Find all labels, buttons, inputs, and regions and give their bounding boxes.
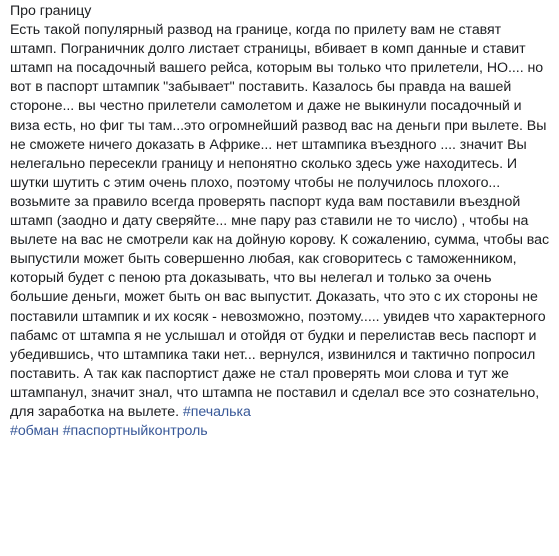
post-body-text: Есть такой популярный развод на границе, когда по прилету вам не ставят штамп. Пограничник долго листает страницы, вбивает в комп данные и ставит штамп на посадочный вашего рейса, которым вы только что прилетели, НО.... но вот в паспорт штампик "забывает" поставить. Казалось бы правда на вашей стороне... вы честно прилетели самолетом и даже не выкинули посадочный и виза есть, но фиг ты там...это огромнейший развод вас на деньги при вылете. Вы не сможете ничего доказать в Африке... нет штампика въездного .... значит Вы нелегально пересекли границу и непонятно сколько здесь уже находитесь. И шутки шутить с этим очень плохо, поэтому чтобы не получилось плохого... возьмите за правило всегда проверять паспорт куда вам поставили въездной штамп (заодно и дату сверяйте... мне пару раз ставили не то число) , чтобы на вылете на вас не смотрели как на дойную корову. К сожалению, сумма, чтобы вас выпустили может быть совершенно любая, как сговоритесь с таможенником, который будет с пеною рта доказывать, что вы нелегал и только за очень большие деньги, может быть он вас выпустит. Доказать, что это с их стороны не поставили штампик и их косяк - невозможно, поэтому..... увидев что характерного пабамс от штампа я не услышал и отойдя от будки и перелистав весь паспорт и убедившись, что штампика таки нет... вернулся, извинился и тактично попросил поставить. А так как паспортист даже не стал проверять мои слова и тут же штампанул, значит знал, что штампа не поставил и сделал все это сознательно, для заработка на вылете. xyxy=(10,22,553,420)
hashtag-scam[interactable]: #обман xyxy=(10,423,59,440)
post-body xyxy=(10,21,553,422)
hashtag-line xyxy=(10,422,549,441)
hashtag-passport-control[interactable]: #паспортныйконтроль xyxy=(62,423,208,440)
post-title: Про границу xyxy=(10,3,92,19)
hashtag-sad[interactable]: #печалька xyxy=(182,403,251,420)
